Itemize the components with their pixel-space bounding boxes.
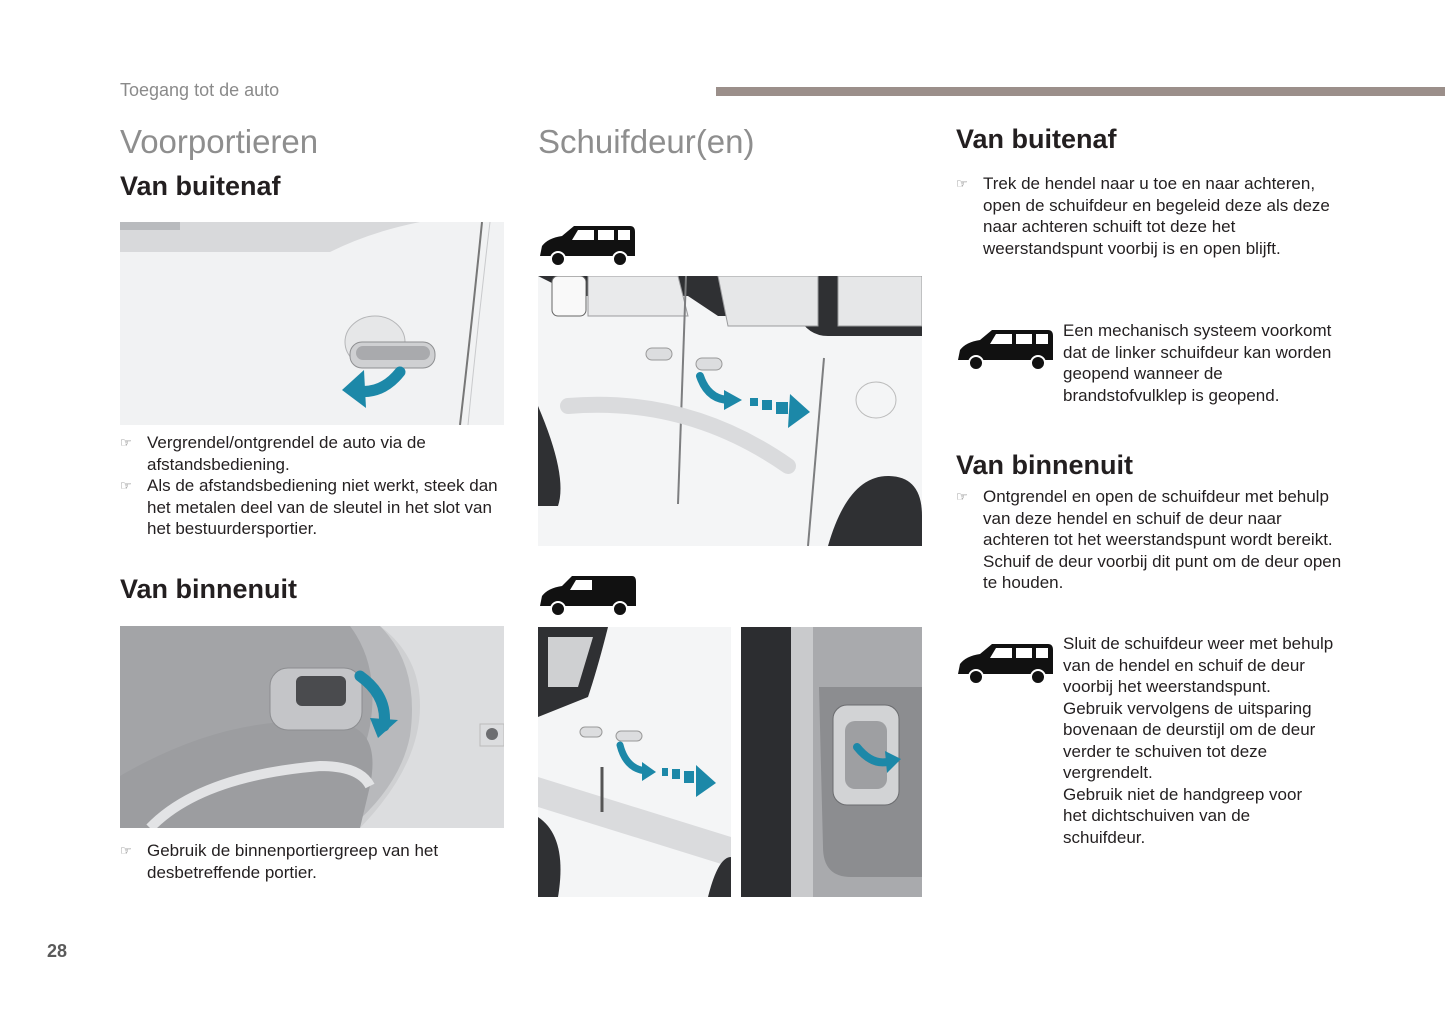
list-outside-sliding xyxy=(956,173,1346,259)
pointing-hand-icon: ☞ xyxy=(120,478,132,493)
list-item: ☞ Ontgrendel en open de schuifdeur met behulp van deze hendel en schuif de deur naar achteren tot het weerstandspunt wordt bereikt. Schuif de deur voorbij dit punt om de deur open te houden. xyxy=(956,487,1342,592)
pointing-hand-icon: ☞ xyxy=(956,176,968,191)
list-item: ☞ Trek de hendel naar u toe en naar achteren, open de schuifdeur en begeleid deze als deze naar achteren schuift tot deze het weerstandspunt voorbij is en open blijft. xyxy=(956,174,1330,258)
photo-inner-door-handle xyxy=(120,626,504,828)
note-line: Gebruik vervolgens de uitsparing bovenaan de deurstijl om de deur verder te schuiven tot deze vergrendelt. xyxy=(1063,698,1316,782)
photo-sliding-door-outside xyxy=(538,276,922,546)
list-outside-front xyxy=(120,432,500,540)
van-long-icon xyxy=(956,326,1056,372)
header-rule xyxy=(716,87,1445,96)
title-voorportieren: Voorportieren xyxy=(120,123,319,160)
section-label: Toegang tot de auto xyxy=(120,80,280,100)
list-item: ☞ Vergrendel/ontgrendel de auto via de afstandsbediening. xyxy=(120,433,426,474)
heading-inside-sliding: Van binnenuit xyxy=(956,450,1134,480)
photo-front-door-handle xyxy=(120,222,504,425)
pointing-hand-icon: ☞ xyxy=(120,843,132,858)
note-closing xyxy=(1063,633,1345,848)
heading-outside-front: Van buitenaf xyxy=(120,171,281,201)
title-schuifdeuren: Schuifdeur(en) xyxy=(538,123,755,160)
list-item: ☞ Gebruik de binnenportiergreep van het desbetreffende portier. xyxy=(120,841,439,882)
note-line: Gebruik niet de handgreep voor het dichtschuiven van de schuifdeur. xyxy=(1063,784,1303,847)
note-fuel-flap: Een mechanisch systeem voorkomt dat de linker schuifdeur kan worden geopend wanneer de brandstofvulklep is geopend. xyxy=(1063,321,1332,405)
list-inside-front xyxy=(120,840,500,883)
van-short-icon xyxy=(538,572,638,618)
photo-sliding-door-inside-handle xyxy=(741,627,922,897)
page-number: 28 xyxy=(47,941,68,961)
list-inside-sliding xyxy=(956,486,1346,594)
pointing-hand-icon: ☞ xyxy=(120,435,132,450)
van-long-icon xyxy=(538,222,638,268)
photo-sliding-door-short xyxy=(538,627,731,897)
heading-inside-front: Van binnenuit xyxy=(120,574,298,604)
heading-outside-sliding: Van buitenaf xyxy=(956,124,1117,154)
note-line: Sluit de schuifdeur weer met behulp van de hendel en schuif de deur voorbij het weerstandspunt. xyxy=(1063,634,1334,696)
pointing-hand-icon: ☞ xyxy=(956,489,968,504)
van-long-icon xyxy=(956,640,1056,686)
list-item: ☞ Als de afstandsbediening niet werkt, steek dan het metalen deel van de sleutel in het slot van het bestuurdersportier. xyxy=(120,476,498,538)
